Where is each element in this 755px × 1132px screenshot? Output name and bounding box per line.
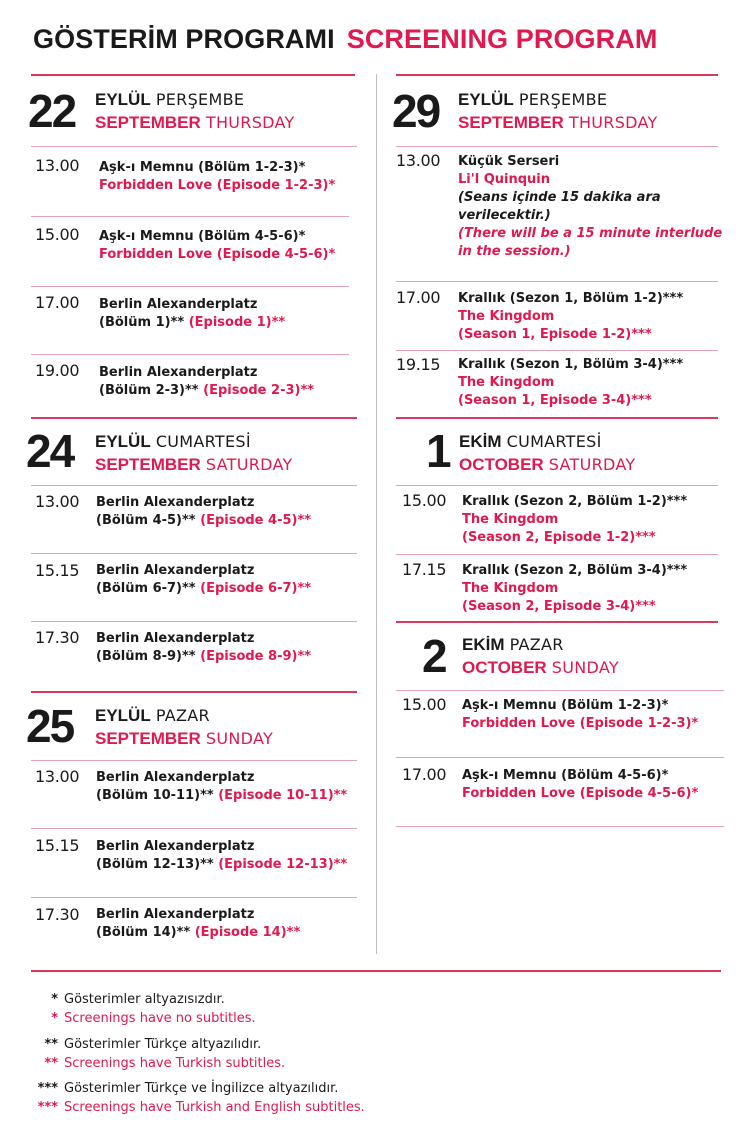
- day-separator: [31, 691, 357, 693]
- divider: [396, 690, 724, 691]
- screening-title: Krallık (Sezon 2, Bölüm 1-2)*** The Kingdom (Season 2, Episode 1-2)***: [462, 494, 688, 545]
- screening-title: Aşk-ı Memnu (Bölüm 4-5-6)* Forbidden Love (Episode 4-5-6)*: [462, 768, 699, 801]
- day-label-en: OCTOBER SATURDAY: [459, 455, 636, 474]
- divider: [31, 485, 357, 486]
- right-top-rule: [396, 74, 718, 76]
- screening-time: 17.00: [396, 288, 441, 307]
- day-number: 25: [26, 700, 74, 752]
- screening-time: 17.15: [402, 560, 447, 579]
- screening-title: Aşk-ı Memnu (Bölüm 1-2-3)* Forbidden Love (Episode 1-2-3)*: [462, 698, 699, 731]
- title-english: SCREENING PROGRAM: [346, 24, 658, 54]
- screening-time: 13.00: [35, 492, 80, 511]
- day-label-en: OCTOBER SUNDAY: [462, 658, 619, 677]
- screening-title: Aşk-ı Memnu (Bölüm 4-5-6)* Forbidden Love (Episode 4-5-6)*: [99, 229, 336, 262]
- day-separator: [396, 621, 718, 623]
- day-number: 1: [426, 425, 450, 477]
- day-number: 24: [26, 425, 74, 477]
- divider: [31, 621, 357, 622]
- day-number: 22: [28, 85, 76, 137]
- divider: [31, 553, 357, 554]
- footnote: ** Screenings have Turkish subtitles.: [44, 1056, 286, 1071]
- footnote: ** Gösterimler Türkçe altyazılıdır.: [44, 1037, 262, 1052]
- screening-title: Krallık (Sezon 1, Bölüm 1-2)*** The Kingdom (Season 1, Episode 1-2)***: [458, 291, 684, 342]
- divider: [31, 760, 357, 761]
- day-label-tr: EKİM CUMARTESİ: [459, 432, 602, 451]
- screening-title: Krallık (Sezon 1, Bölüm 3-4)*** The Kingdom (Season 1, Episode 3-4)***: [458, 357, 684, 408]
- title-turkish: GÖSTERİM PROGRAMI: [33, 24, 335, 54]
- divider: [396, 485, 718, 486]
- day-label-tr: EYLÜL PERŞEMBE: [95, 90, 245, 109]
- screening-title: Berlin Alexanderplatz (Bölüm 14)** (Episode 14)**: [96, 907, 301, 940]
- screening-time: 17.30: [35, 628, 80, 647]
- footnote: * Gösterimler altyazısızdır.: [51, 992, 225, 1007]
- day-label-en: SEPTEMBER THURSDAY: [95, 113, 295, 132]
- screening-time: 15.00: [402, 491, 447, 510]
- screening-time: 13.00: [35, 156, 80, 175]
- screening-title: Berlin Alexanderplatz (Bölüm 12-13)** (Episode 12-13)**: [96, 839, 348, 872]
- screening-title: Berlin Alexanderplatz (Bölüm 10-11)** (Episode 10-11)**: [96, 770, 348, 803]
- divider: [396, 554, 718, 555]
- day-label-en: SEPTEMBER THURSDAY: [458, 113, 658, 132]
- screening-time: 15.15: [35, 836, 80, 855]
- day-separator: [396, 417, 718, 419]
- screening-time: 13.00: [396, 151, 441, 170]
- divider: [31, 216, 349, 217]
- day-separator: [31, 417, 357, 419]
- divider: [396, 146, 718, 147]
- divider: [396, 350, 718, 351]
- screening-title: Berlin Alexanderplatz (Bölüm 4-5)** (Episode 4-5)**: [96, 495, 312, 528]
- divider: [31, 897, 357, 898]
- screening-time: 17.00: [402, 765, 447, 784]
- screening-title: Küçük Serseri Li'l Quinquin (Seans içinde 15 dakika ara verilecektir.) (There will be a 15 minute interlude in the session.): [458, 154, 723, 259]
- day-label-tr: EYLÜL PAZAR: [95, 706, 210, 725]
- footnote: * Screenings have no subtitles.: [51, 1011, 256, 1026]
- footer-rule: [31, 970, 721, 972]
- divider: [396, 826, 724, 827]
- day-number: 2: [422, 630, 446, 682]
- screening-title: Berlin Alexanderplatz (Bölüm 6-7)** (Episode 6-7)**: [96, 563, 312, 596]
- screening-title: Berlin Alexanderplatz (Bölüm 2-3)** (Episode 2-3)**: [99, 365, 315, 398]
- footnote: *** Screenings have Turkish and English subtitles.: [37, 1100, 365, 1115]
- left-top-rule: [31, 74, 355, 76]
- page-title: [33, 24, 733, 55]
- screening-title: Aşk-ı Memnu (Bölüm 1-2-3)* Forbidden Love (Episode 1-2-3)*: [99, 160, 336, 193]
- screening-time: 19.00: [35, 361, 80, 380]
- screening-time: 15.00: [35, 225, 80, 244]
- day-label-en: SEPTEMBER SATURDAY: [95, 455, 293, 474]
- divider: [31, 286, 349, 287]
- divider: [396, 757, 724, 758]
- divider: [31, 828, 357, 829]
- day-label-tr: EYLÜL PERŞEMBE: [458, 90, 608, 109]
- screening-time: 19.15: [396, 355, 441, 374]
- screening-time: 15.15: [35, 561, 80, 580]
- day-number: 29: [392, 85, 440, 137]
- divider: [31, 354, 349, 355]
- divider: [31, 146, 357, 147]
- day-label-en: SEPTEMBER SUNDAY: [95, 729, 274, 748]
- screening-time: 15.00: [402, 695, 447, 714]
- footnote: *** Gösterimler Türkçe ve İngilizce altyazılıdır.: [37, 1081, 339, 1096]
- day-label-tr: EKİM PAZAR: [462, 635, 564, 654]
- divider: [396, 281, 718, 282]
- screening-time: 17.30: [35, 905, 80, 924]
- screening-time: 13.00: [35, 767, 80, 786]
- screening-time: 17.00: [35, 293, 80, 312]
- day-label-tr: EYLÜL CUMARTESİ: [95, 432, 251, 451]
- screening-title: Berlin Alexanderplatz (Bölüm 8-9)** (Episode 8-9)**: [96, 631, 312, 664]
- screening-title: Berlin Alexanderplatz (Bölüm 1)** (Episode 1)**: [99, 297, 286, 330]
- column-divider: [376, 74, 377, 954]
- screening-title: Krallık (Sezon 2, Bölüm 3-4)*** The Kingdom (Season 2, Episode 3-4)***: [462, 563, 688, 614]
